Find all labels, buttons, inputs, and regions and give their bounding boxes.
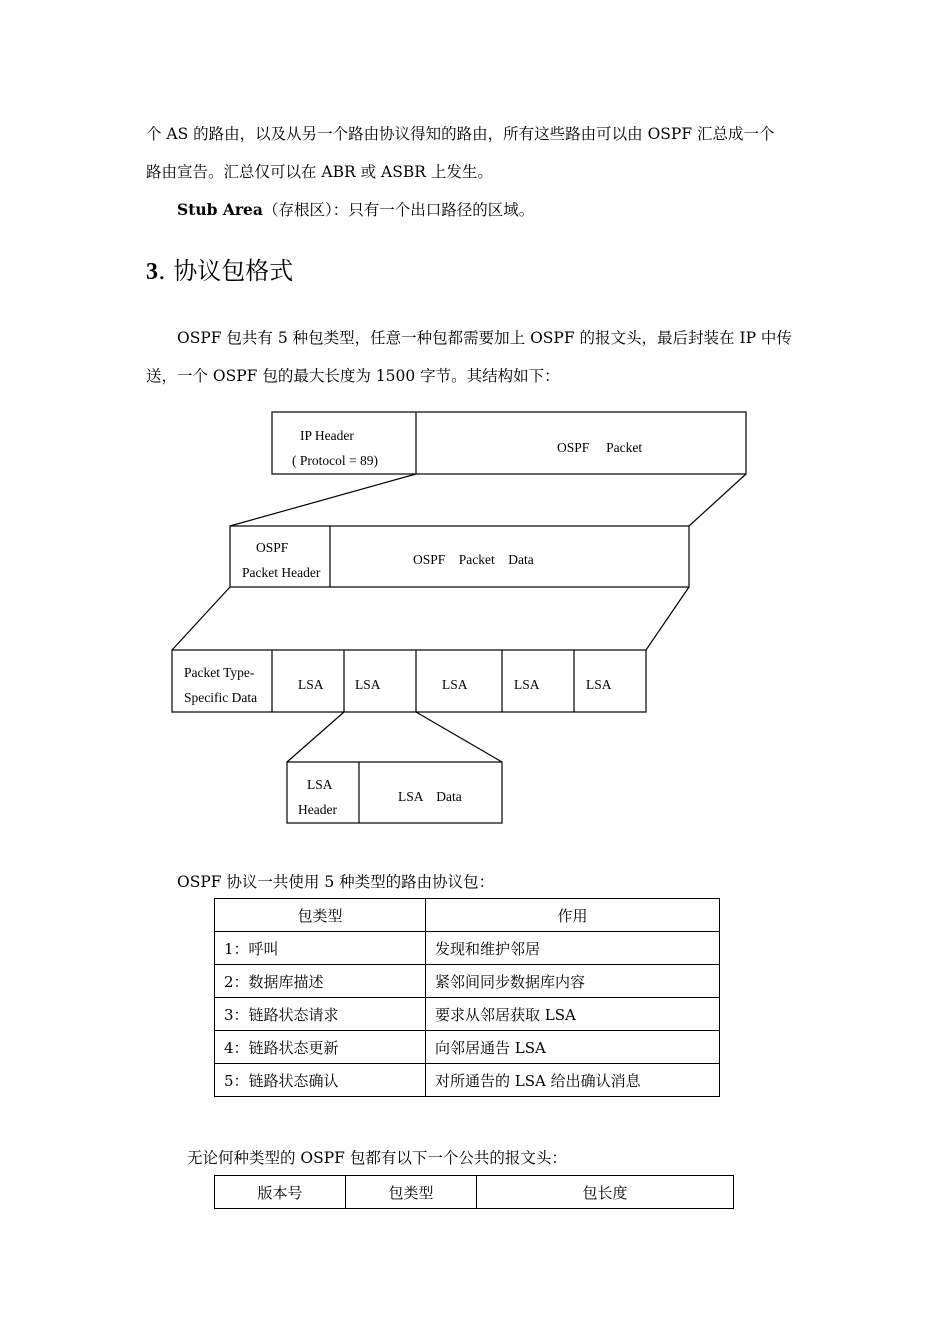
table-cell: 发现和维护邻居 (426, 932, 720, 965)
table-cell: 1：呼叫 (215, 932, 426, 965)
expand-line-left-3 (287, 712, 344, 762)
section-sep: . (158, 257, 166, 285)
intro-line-2: 路由宣告。汇总仅可以在 ABR 或 ASBR 上发生。 (146, 163, 493, 181)
section-heading (146, 251, 293, 286)
intro-line-1: 个 AS 的路由，以及从另一个路由协议得知的路由，所有这些路由可以由 OSPF 汇总成一个 (146, 125, 775, 143)
table-cell: 5：链路状态确认 (215, 1064, 426, 1097)
stub-area-definition (177, 200, 534, 220)
table-cell: 要求从邻居获取 LSA (426, 998, 720, 1031)
column-header: 包类型 (215, 899, 426, 932)
ip-header-label: IP Header (300, 428, 354, 443)
expand-line-right-3 (416, 712, 502, 762)
common-header-table (214, 1175, 734, 1209)
table-cell: 紧邻间同步数据库内容 (426, 965, 720, 998)
expand-line-right-2 (646, 587, 689, 650)
lsa-label-1: LSA (298, 677, 324, 692)
table-row (215, 998, 720, 1031)
section-title: 协议包格式 (173, 257, 294, 285)
table-cell: 2：数据库描述 (215, 965, 426, 998)
table-header-row (215, 899, 720, 932)
lsa-label-3: LSA (442, 677, 468, 692)
expand-line-left-2 (172, 587, 230, 650)
table-cell: 向邻居通告 LSA (426, 1031, 720, 1064)
lsa-header-label-2: Header (298, 802, 337, 817)
stub-area-text: （存根区）：只有一个出口路径的区域。 (262, 201, 535, 219)
table-row (215, 1064, 720, 1097)
table-row (215, 965, 720, 998)
expand-line-right-1 (689, 474, 746, 526)
table-row (215, 1031, 720, 1064)
stub-area-term: Stub Area (177, 200, 263, 219)
ospf-packet-data-label: OSPF Packet Data (413, 552, 534, 567)
lsa-label-2: LSA (355, 677, 381, 692)
packet-type-cell: 包类型 (346, 1176, 477, 1209)
type-specific-label-1: Packet Type- (184, 665, 255, 680)
expand-line-left-1 (230, 474, 416, 526)
version-cell: 版本号 (215, 1176, 346, 1209)
table-cell: 4：链路状态更新 (215, 1031, 426, 1064)
header-caption: 无论何种类型的 OSPF 包都有以下一个公共的报文头： (187, 1149, 567, 1167)
lsa-data-label: LSA Data (398, 789, 462, 804)
lsa-label-4: LSA (514, 677, 540, 692)
body-line-1: OSPF 包共有 5 种包类型，任意一种包都需要加上 OSPF 的报文头，最后封装在 IP 中传 (177, 329, 792, 347)
ospf-header-label-1: OSPF (256, 540, 289, 555)
lsa-label-5: LSA (586, 677, 612, 692)
table-row (215, 932, 720, 965)
type-specific-label-2: Specific Data (184, 690, 258, 705)
ospf-packet-structure-diagram (0, 400, 950, 840)
body-line-2: 送，一个 OSPF 包的最大长度为 1500 字节。其结构如下： (146, 367, 560, 385)
table-row (215, 1176, 734, 1209)
packet-types-table (214, 898, 720, 1097)
ip-protocol-label: ( Protocol = 89) (292, 453, 378, 468)
types-caption: OSPF 协议一共使用 5 种类型的路由协议包： (177, 873, 495, 891)
lsa-header-label-1: LSA (307, 777, 333, 792)
ospf-packet-label: OSPF Packet (557, 440, 643, 455)
table-cell: 对所通告的 LSA 给出确认消息 (426, 1064, 720, 1097)
column-header: 作用 (426, 899, 720, 932)
table-cell: 3：链路状态请求 (215, 998, 426, 1031)
section-number: 3 (146, 259, 158, 285)
ospf-header-label-2: Packet Header (242, 565, 321, 580)
packet-length-cell: 包长度 (477, 1176, 734, 1209)
